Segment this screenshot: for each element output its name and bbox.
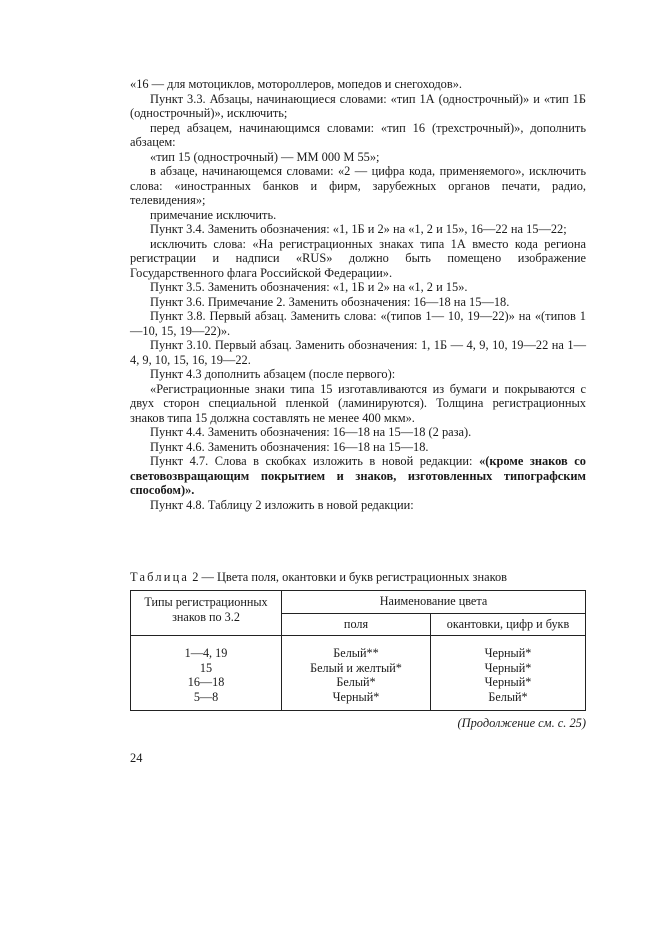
paragraph-15: Пункт 4.4. Заменить обозначения: 16—18 на 15—18 (2 раза). <box>150 425 472 439</box>
cell-fields <box>282 636 431 711</box>
continuation-note: (Продолжение см. с. 25) <box>457 716 586 730</box>
cell-field-3: Белый* <box>336 675 376 689</box>
paragraph-6: примечание исключить. <box>150 207 277 222</box>
table-caption <box>130 570 590 585</box>
paragraph-2: Пункт 3.3. Абзацы, начинающиеся словами: «тип 1А (однострочный)» и «тип 1Б (однострочный)», исключить; <box>130 91 586 120</box>
paragraph-11: Пункт 3.8. Первый абзац. Заменить слова: «(типов 1— 10, 19—22)» на «(типов 1—10, 15, 19—22)». <box>130 309 586 338</box>
paragraph-17 <box>130 454 586 498</box>
paragraph-12: Пункт 3.10. Первый абзац. Заменить обозначения: 1, 1Б — 4, 9, 10, 19—22 на 1—4, 9, 10, 15, 16, 19—22. <box>130 338 586 367</box>
cell-type-2: 15 <box>199 660 213 675</box>
cell-border-3: Черный* <box>484 675 532 689</box>
color-table <box>130 590 586 711</box>
paragraph-1: «16 — для мотоциклов, мотороллеров, мопедов и снегоходов». <box>130 77 463 91</box>
header-border: окантовки, цифр и букв <box>431 614 586 636</box>
cell-types <box>131 636 282 711</box>
cell-border-4: Белый* <box>488 689 528 704</box>
header-types: Типы регистрационных знаков по 3.2 <box>131 591 282 636</box>
paragraph-7: Пункт 3.4. Заменить обозначения: «1, 1Б и 2» на «1, 2 и 15», 16—22 на 15—22; <box>150 222 567 236</box>
table-row <box>131 636 586 711</box>
cell-borders <box>431 636 586 711</box>
paragraph-8: исключить слова: «На регистрационных знаках типа 1А вместо кода региона регистрации и надписи «RUS» должно быть помещено изображение Государственного флага Российской Федерации». <box>130 236 586 280</box>
paragraph-14: «Регистрационные знаки типа 15 изготавливаются из бумаги и покрываются с двух сторон специальной пленкой (ламинируются). Толщина регистрационных знаков типа 15 должна составлять не менее 400 мкм». <box>130 381 586 425</box>
paragraph-17-bold: «(кроме знаков со световозвращающим покрытием и знаков, изготовленных типографским способом)». <box>130 454 586 497</box>
paragraph-3: перед абзацем, начинающимся словами: «тип 16 (трехстрочный)», дополнить абзацем: <box>130 120 586 149</box>
table-caption-label: Таблица <box>130 570 190 584</box>
cell-type-1: 1—4, 19 <box>184 646 228 660</box>
header-field: поля <box>282 614 431 636</box>
page-number: 24 <box>130 751 143 765</box>
paragraph-16: Пункт 4.6. Заменить обозначения: 16—18 на 15—18. <box>150 439 429 454</box>
header-color-name: Наименование цвета <box>282 591 586 614</box>
cell-field-2: Белый и желтый* <box>310 660 402 675</box>
cell-field-4: Черный* <box>332 689 380 704</box>
paragraph-4: «тип 15 (однострочный) — ММ 000 М 55»; <box>150 149 380 164</box>
cell-field-1: Белый** <box>333 646 379 660</box>
paragraph-18: Пункт 4.8. Таблицу 2 изложить в новой редакции: <box>150 497 414 512</box>
paragraph-5: в абзаце, начинающемся словами: «2 — цифра кода, применяемого», исключить слова: «иностранных банков и фирм, зарубежных органов печати, радио, телевидения»; <box>130 164 586 207</box>
cell-type-3: 16—18 <box>187 675 225 689</box>
cell-type-4: 5—8 <box>193 689 219 704</box>
paragraph-17-text: Пункт 4.7. Слова в скобках изложить в новой редакции: <box>150 454 480 468</box>
paragraph-9: Пункт 3.5. Заменить обозначения: «1, 1Б и 2» на «1, 2 и 15». <box>150 280 468 294</box>
paragraph-13: Пункт 4.3 дополнить абзацем (после первого): <box>150 367 396 381</box>
table-caption-title: 2 — Цвета поля, окантовки и букв регистрационных знаков <box>189 570 508 584</box>
body-text <box>130 77 586 512</box>
cell-border-2: Черный* <box>484 660 532 675</box>
cell-border-1: Черный* <box>484 646 532 660</box>
paragraph-10: Пункт 3.6. Примечание 2. Заменить обозначения: 16—18 на 15—18. <box>150 294 510 309</box>
